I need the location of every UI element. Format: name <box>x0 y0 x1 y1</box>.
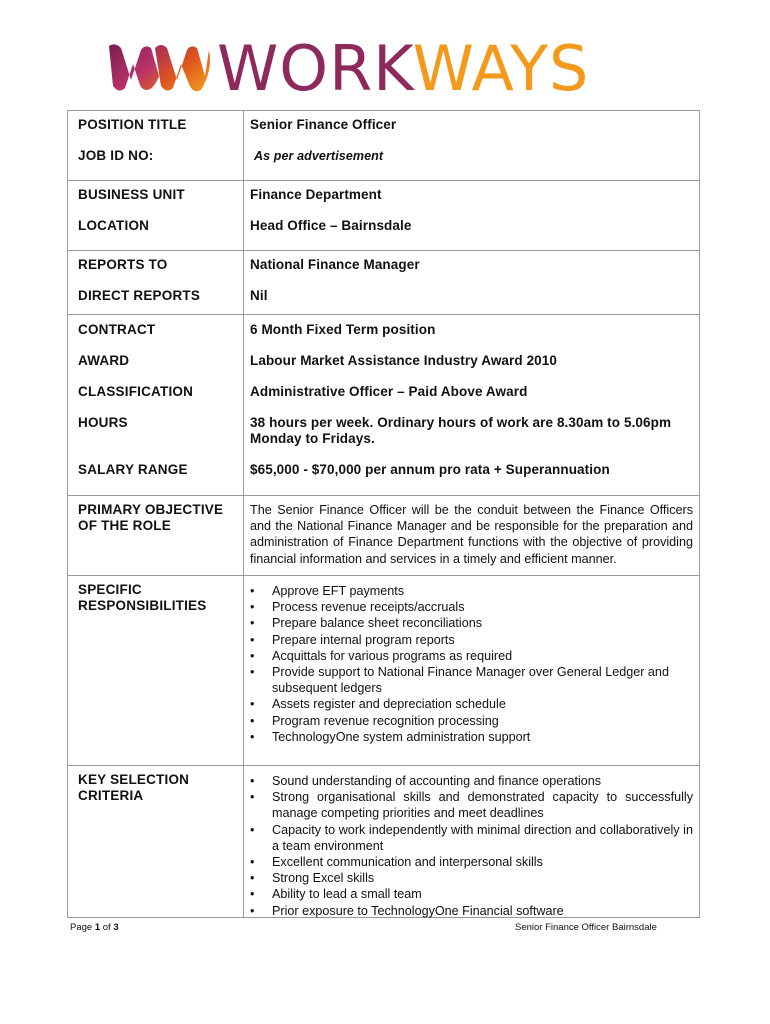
column-divider <box>243 766 244 917</box>
section-position <box>68 111 699 180</box>
salary-label: SALARY RANGE <box>78 462 188 477</box>
list-item: • Provide support to National Finance Manager over General Ledger and subsequent ledgers <box>250 664 693 696</box>
list-item: • Process revenue receipts/accruals <box>250 599 693 615</box>
criteria-label-line1: KEY SELECTION <box>78 772 190 787</box>
criteria-label-line2: CRITERIA <box>78 788 144 803</box>
hours-label: HOURS <box>78 415 128 430</box>
section-reporting <box>68 250 699 314</box>
workways-w-logo-icon <box>105 40 213 96</box>
list-item: • Capacity to work independently with minimal direction and collaboratively in a team environment <box>250 822 693 854</box>
list-item: • Ability to lead a small team <box>250 886 693 902</box>
direct-reports-value: Nil <box>250 288 268 303</box>
column-divider <box>243 315 244 495</box>
list-item: • Strong Excel skills <box>250 870 693 886</box>
business-unit-value: Finance Department <box>250 187 382 202</box>
classification-value: Administrative Officer – Paid Above Award <box>250 384 528 399</box>
section-responsibilities <box>68 575 699 765</box>
list-item: • Sound understanding of accounting and finance operations <box>250 773 693 789</box>
direct-reports-label: DIRECT REPORTS <box>78 288 201 303</box>
footer-document-title: Senior Finance Officer Bairnsdale <box>515 922 657 933</box>
workways-logo <box>105 32 665 105</box>
list-item: • Approve EFT payments <box>250 583 693 599</box>
list-item: • Acquittals for various programs as required <box>250 648 693 664</box>
hours-value-line2: Monday to Fridays. <box>250 431 375 446</box>
responsibilities-list <box>250 583 693 745</box>
page-number <box>70 922 119 933</box>
reports-to-value: National Finance Manager <box>250 257 420 272</box>
page-of: of <box>102 922 111 933</box>
section-employment-terms <box>68 314 699 495</box>
objective-label-line1: PRIMARY OBJECTIVE <box>78 502 224 517</box>
job-id-value: As per advertisement <box>254 149 384 163</box>
section-selection-criteria <box>68 765 699 917</box>
page-current: 1 <box>94 922 101 933</box>
list-item: • Prepare internal program reports <box>250 632 693 648</box>
reports-to-label: REPORTS TO <box>78 257 168 272</box>
location-label: LOCATION <box>78 218 150 233</box>
objective-label-line2: OF THE ROLE <box>78 518 171 533</box>
section-unit <box>68 180 699 250</box>
position-details-table <box>67 110 700 918</box>
job-id-label: JOB ID NO: <box>78 148 154 163</box>
logo-word-ways: WAYS <box>412 32 590 105</box>
logo-wordmark <box>217 32 590 105</box>
list-item: • Program revenue recognition processing <box>250 713 693 729</box>
position-title-value: Senior Finance Officer <box>250 117 397 132</box>
column-divider <box>243 496 244 575</box>
column-divider <box>243 111 244 180</box>
hours-value-line1: 38 hours per week. Ordinary hours of work are 8.30am to 5.06pm <box>250 415 672 430</box>
responsibilities-label-line2: RESPONSIBILITIES <box>78 598 207 613</box>
responsibilities-label-line1: SPECIFIC <box>78 582 142 597</box>
logo-word-work: WORK <box>217 32 413 105</box>
list-item: • Prior exposure to TechnologyOne Financial software <box>250 903 693 919</box>
column-divider <box>243 251 244 314</box>
list-item: • TechnologyOne system administration support <box>250 729 693 745</box>
list-item: • Strong organisational skills and demonstrated capacity to successfully manage competing priorities and meet deadlines <box>250 789 693 821</box>
location-value: Head Office – Bairnsdale <box>250 218 412 233</box>
list-item: • Prepare balance sheet reconciliations <box>250 615 693 631</box>
column-divider <box>243 181 244 250</box>
column-divider <box>243 576 244 765</box>
objective-text: The Senior Finance Officer will be the conduit between the Finance Officers and the National Finance Manager and be responsible for the preparation and administration of Finance Department functions with the objective of providing financial information and services in a timely and efficient manner. <box>250 503 693 566</box>
list-item: • Assets register and depreciation schedule <box>250 696 693 712</box>
contract-value: 6 Month Fixed Term position <box>250 322 436 337</box>
business-unit-label: BUSINESS UNIT <box>78 187 185 202</box>
contract-label: CONTRACT <box>78 322 156 337</box>
page-total: 3 <box>113 922 119 933</box>
classification-label: CLASSIFICATION <box>78 384 194 399</box>
salary-value: $65,000 - $70,000 per annum pro rata + Superannuation <box>250 462 610 477</box>
section-primary-objective <box>68 495 699 575</box>
award-label: AWARD <box>78 353 130 368</box>
position-title-label: POSITION TITLE <box>78 117 187 132</box>
list-item: • Excellent communication and interpersonal skills <box>250 854 693 870</box>
award-value: Labour Market Assistance Industry Award 2010 <box>250 353 558 368</box>
criteria-list <box>250 773 693 919</box>
page-prefix: Page <box>70 922 93 933</box>
